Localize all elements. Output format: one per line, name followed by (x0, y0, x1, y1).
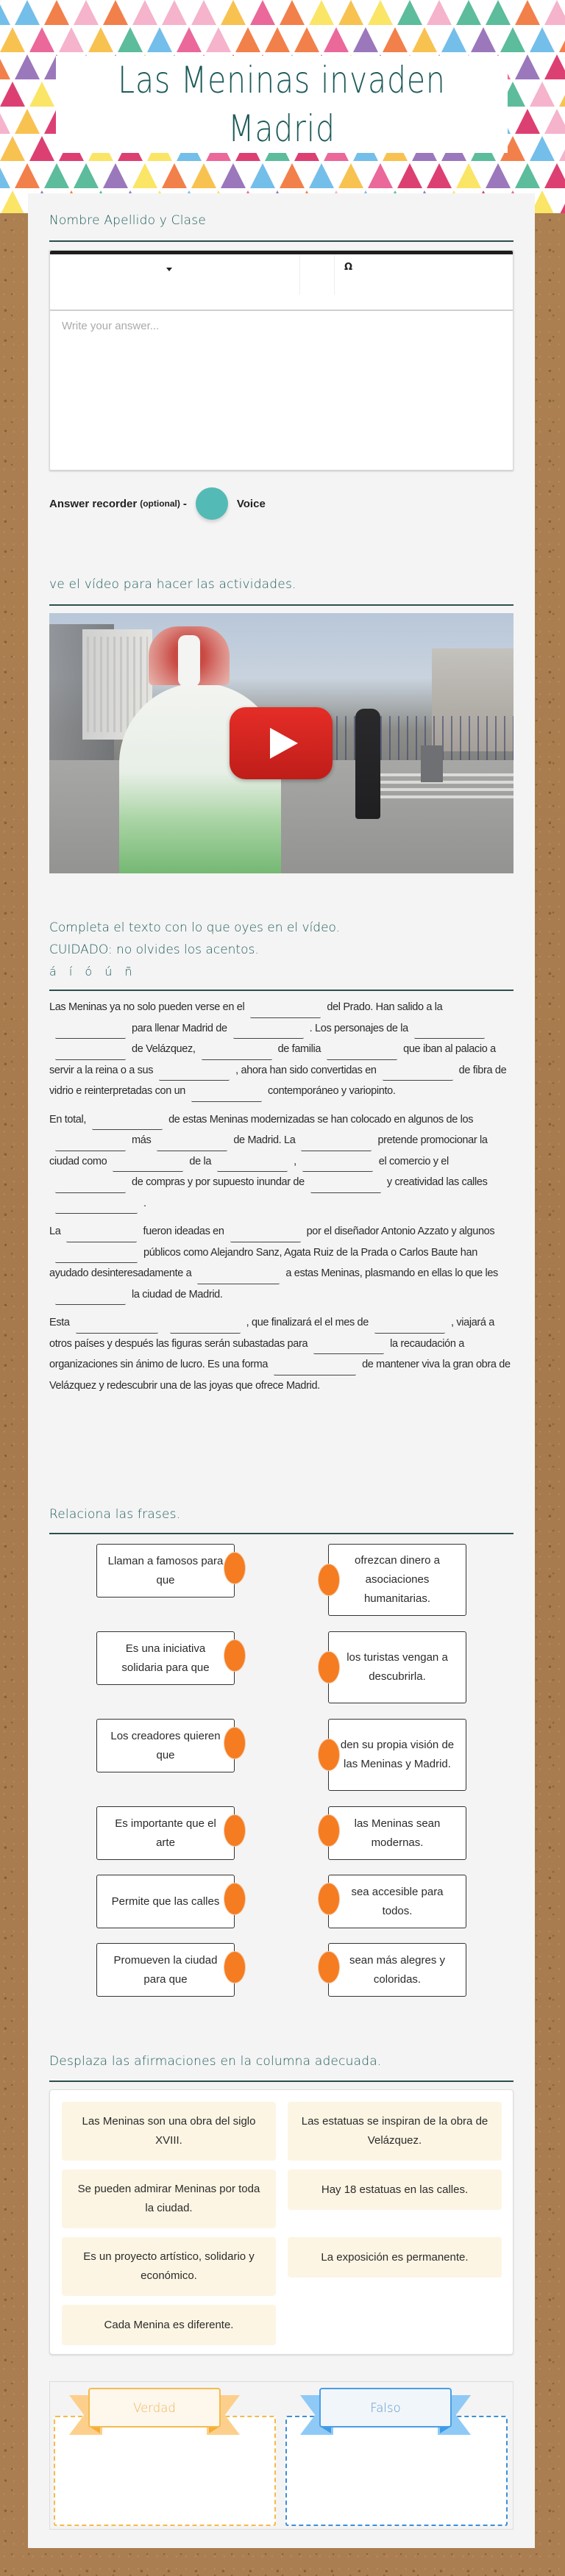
triangle-shape (265, 27, 290, 52)
recorder-dash: - (182, 497, 187, 510)
match-left-item[interactable]: Llaman a famosos para que (96, 1544, 235, 1598)
voice-label: Voice (236, 497, 266, 510)
triangle-shape (235, 27, 260, 52)
match-left-item[interactable]: Los creadores quieren que (96, 1719, 235, 1772)
triangle-shape (515, 163, 540, 188)
fill-text-segment: de compras y por supuesto inundar de (132, 1176, 305, 1188)
blank-input[interactable] (197, 1271, 280, 1284)
fill-text-segment: de fibra de vidrio e reinterpretadas con un (49, 1064, 507, 1097)
triangle-shape (397, 163, 422, 188)
video-thumbnail-statue-face (178, 635, 200, 687)
blank-input[interactable] (310, 1180, 381, 1193)
match-left-item[interactable]: Permite que las calles (96, 1875, 235, 1928)
worksheet-card (28, 193, 535, 2548)
triangle-shape (515, 0, 540, 25)
section-title-match: Relaciona las frases. (49, 1507, 181, 1522)
section-title-sort: Desplaza las afirmaciones en la columna adecuada. (49, 2054, 382, 2069)
fill-text-segment: Esta (49, 1317, 70, 1328)
blank-input[interactable] (55, 1292, 126, 1305)
recorder-optional-label: (optional) (140, 498, 180, 509)
triangle-shape (427, 163, 452, 188)
format-dropdown[interactable] (50, 254, 300, 295)
fill-text-segment: de mantener viva la gran obra de Velázquez y redescubrir una de las joyas que ofrece Madrid. (49, 1359, 511, 1392)
draggable-statement[interactable]: Se pueden admirar Meninas por toda la ciudad. (62, 2169, 276, 2228)
triangle-shape (103, 163, 128, 188)
fill-text-segment: la recaudación a organizaciones sin ánimo de lucro. Es una forma (49, 1337, 464, 1370)
triangle-shape (309, 163, 334, 188)
blank-input[interactable] (55, 1047, 126, 1060)
section-divider (49, 990, 514, 991)
triangle-shape (15, 163, 40, 188)
triangle-shape (544, 54, 565, 79)
triangle-shape (559, 190, 565, 213)
triangle-shape (15, 54, 40, 79)
triangle-shape (338, 163, 363, 188)
fill-in-text (49, 997, 514, 1403)
recorder-label: Answer recorder (49, 497, 138, 510)
blank-input[interactable] (327, 1047, 397, 1060)
triangle-shape (368, 163, 393, 188)
editor-toolbar (50, 254, 513, 311)
triangle-shape (59, 27, 84, 52)
blank-input[interactable] (55, 1180, 126, 1193)
triangle-shape (15, 109, 40, 134)
match-right-item[interactable]: los turistas vengan a descubrirla. (328, 1631, 466, 1703)
match-left-item[interactable]: Es importante que el arte (96, 1806, 235, 1860)
triangle-shape (324, 27, 349, 52)
match-connector-dot[interactable] (224, 1883, 246, 1915)
fill-text-segment: y creatividad las calles (386, 1176, 488, 1188)
special-characters-icon[interactable]: Ω (344, 262, 353, 273)
triangle-shape (515, 109, 540, 134)
triangle-shape (206, 27, 231, 52)
fill-text-segment: de Velázquez, (132, 1043, 196, 1055)
blank-input[interactable] (92, 1117, 163, 1130)
triangle-shape (353, 27, 378, 52)
blank-input[interactable] (301, 1138, 372, 1151)
header-banner (0, 0, 565, 213)
blank-input[interactable] (217, 1159, 288, 1172)
triangle-shape (44, 0, 69, 25)
blank-input[interactable] (233, 1026, 304, 1039)
blank-input[interactable] (55, 1250, 138, 1263)
pattern-row (0, 27, 565, 54)
triangle-shape (383, 27, 408, 52)
title-box (56, 56, 508, 153)
toolbar-button[interactable] (301, 254, 335, 295)
pattern-row (0, 0, 565, 26)
triangle-shape (544, 163, 565, 188)
triangle-shape (280, 0, 305, 25)
draggable-statement[interactable]: Las estatuas se inspiran de la obra de Velázquez. (288, 2102, 502, 2161)
fill-paragraph (49, 1221, 514, 1305)
match-connector-dot[interactable] (318, 1883, 340, 1915)
blank-input[interactable] (313, 1341, 384, 1354)
blank-input[interactable] (191, 1089, 262, 1102)
fill-text-segment: , viajará a otros países y después las figuras serán subastadas para (49, 1317, 495, 1350)
draggable-statements-pool (49, 2089, 514, 2355)
match-connector-dot[interactable] (318, 1651, 340, 1684)
match-right-item[interactable]: den su propia visión de las Meninas y Madrid. (328, 1719, 466, 1791)
rich-text-editor (49, 250, 514, 471)
section-divider (49, 2081, 514, 2082)
match-right-item[interactable]: las Meninas sean modernas. (328, 1806, 466, 1860)
triangle-shape (74, 0, 99, 25)
video-thumbnail-person (355, 709, 380, 819)
fill-paragraph (49, 997, 514, 1102)
triangle-shape (29, 27, 54, 52)
pattern-row (0, 163, 565, 190)
match-connector-dot[interactable] (224, 1552, 246, 1584)
youtube-play-icon[interactable] (230, 707, 333, 779)
fill-instructions (49, 917, 514, 984)
triangle-shape (544, 109, 565, 134)
triangle-shape (0, 27, 25, 52)
triangle-shape (559, 82, 565, 107)
match-left-item[interactable]: Promueven la ciudad para que (96, 1943, 235, 1997)
triangle-shape (280, 163, 305, 188)
accent-characters: á í ó ú ñ (49, 965, 137, 978)
section-title-video: ve el vídeo para hacer las actividades. (49, 577, 296, 592)
fill-text-segment: que iban al palacio a servir a la reina o a sus (49, 1043, 496, 1076)
triangle-shape (294, 27, 319, 52)
triangle-shape (530, 27, 555, 52)
draggable-statement[interactable]: La exposición es permanente. (288, 2237, 502, 2278)
blank-input[interactable] (113, 1159, 183, 1172)
caret-down-icon (166, 268, 172, 271)
match-connector-dot[interactable] (224, 1727, 246, 1759)
fill-text-segment: , (294, 1155, 296, 1167)
match-connector-dot[interactable] (224, 1639, 246, 1672)
blank-input[interactable] (159, 1067, 230, 1081)
match-right-item[interactable]: sea accesible para todos. (328, 1875, 466, 1928)
triangle-shape (118, 27, 143, 52)
fill-text-segment: fueron ideadas en (143, 1226, 224, 1237)
blank-input[interactable] (302, 1159, 373, 1172)
triangle-shape (309, 0, 334, 25)
record-voice-button[interactable] (196, 487, 228, 520)
triangle-shape (88, 27, 113, 52)
match-right-item[interactable]: sean más alegres y coloridas. (328, 1943, 466, 1997)
section-divider (49, 1533, 514, 1534)
triangle-shape (221, 163, 246, 188)
match-right-item[interactable]: ofrezcan dinero a asociaciones humanitarias. (328, 1544, 466, 1616)
instruction-warning: CUIDADO: no olvides los acentos. (49, 942, 259, 957)
triangle-shape (0, 54, 10, 79)
blank-input[interactable] (55, 1026, 126, 1039)
triangle-shape (427, 0, 452, 25)
triangle-shape (456, 163, 481, 188)
triangle-shape (544, 0, 565, 25)
triangle-shape (177, 27, 202, 52)
blank-input[interactable] (414, 1026, 485, 1039)
draggable-statement[interactable]: Es un proyecto artístico, solidario y económico. (62, 2237, 276, 2296)
triangle-shape (0, 0, 10, 25)
page-title: Las Meninas invaden Madrid (118, 59, 446, 150)
triangle-shape (515, 54, 540, 79)
triangle-shape (162, 163, 187, 188)
fill-text-segment: pretende promocionar la ciudad como (49, 1134, 488, 1167)
fill-text-segment: de estas Meninas modernizadas se han colocado en algunos de los (168, 1113, 474, 1126)
triangle-shape (132, 0, 157, 25)
blank-input[interactable] (230, 1229, 301, 1242)
section-divider (49, 240, 514, 242)
triangle-shape (221, 0, 246, 25)
answer-textarea[interactable] (50, 312, 513, 470)
fill-text-segment: públicos como Alejandro Sanz, Agata Ruiz de la Prada o Carlos Baute han ayudado desinteresadamente a (49, 1246, 477, 1279)
triangle-shape (250, 163, 275, 188)
video-thumbnail-bin (421, 745, 443, 782)
draggable-statement[interactable]: Cada Menina es diferente. (62, 2305, 276, 2345)
fill-text-segment: más (132, 1134, 152, 1146)
fill-text-segment: . (143, 1197, 146, 1209)
blank-input[interactable] (76, 1320, 158, 1334)
blank-input[interactable] (55, 1201, 138, 1214)
match-connector-dot[interactable] (318, 1814, 340, 1847)
triangle-shape (530, 82, 555, 107)
triangle-shape (368, 0, 393, 25)
triangle-shape (15, 0, 40, 25)
fill-text-segment: por el diseñador Antonio Azzato y algunos (306, 1226, 495, 1237)
fill-text-segment: de Madrid. La (233, 1134, 296, 1146)
blank-input[interactable] (170, 1320, 241, 1334)
triangle-shape (147, 27, 172, 52)
fill-text-segment: . Los personajes de la (309, 1022, 408, 1034)
fill-text-segment: el comercio y el (378, 1155, 449, 1167)
triangle-shape (191, 0, 216, 25)
triangle-shape (132, 163, 157, 188)
blank-input[interactable] (374, 1320, 445, 1334)
ribbon-falso (319, 2388, 452, 2430)
triangle-shape (191, 163, 216, 188)
blank-input[interactable] (274, 1362, 356, 1375)
triangle-shape (441, 27, 466, 52)
triangle-shape (44, 163, 69, 188)
triangle-shape (0, 190, 25, 213)
fill-text-segment: a estas Meninas, plasmando en ellas lo que les (285, 1267, 498, 1279)
triangle-shape (0, 109, 10, 134)
fill-paragraph (49, 1109, 514, 1214)
column-label-verdad: Verdad (88, 2388, 221, 2427)
column-label-falso: Falso (319, 2388, 452, 2427)
fill-text-segment: , que finalizará el el mes de (246, 1317, 369, 1328)
blank-input[interactable] (157, 1138, 227, 1151)
fill-text-segment: contemporáneo y variopinto. (268, 1085, 396, 1097)
triangle-shape (29, 136, 54, 161)
instruction-line: Completa el texto con lo que oyes en el vídeo. (49, 920, 341, 935)
ribbon-verdad (88, 2388, 221, 2430)
match-left-item[interactable]: Es una iniciativa solidaria para que (96, 1631, 235, 1685)
sort-columns (49, 2381, 514, 2530)
answer-recorder (49, 487, 266, 520)
triangle-shape (162, 0, 187, 25)
fill-text-segment: , ahora han sido convertidas en (235, 1064, 377, 1076)
fill-text-segment: la ciudad de Madrid. (132, 1288, 223, 1300)
blank-input[interactable] (250, 1005, 321, 1018)
fill-text-segment: para llenar Madrid de (132, 1022, 227, 1034)
match-connector-dot[interactable] (224, 1951, 246, 1983)
section-title-name: Nombre Apellido y Clase (49, 213, 206, 228)
triangle-shape (412, 27, 437, 52)
match-connector-dot[interactable] (318, 1951, 340, 1983)
triangle-shape (338, 0, 363, 25)
triangle-shape (397, 0, 422, 25)
fill-text-segment: de familia (277, 1043, 321, 1055)
triangle-shape (250, 0, 275, 25)
triangle-shape (103, 0, 128, 25)
fill-paragraph (49, 1312, 514, 1396)
fill-text-segment: del Prado. Han salido a la (327, 1001, 443, 1013)
match-connector-dot[interactable] (318, 1564, 340, 1596)
triangle-shape (486, 163, 511, 188)
section-divider (49, 604, 514, 606)
match-connector-dot[interactable] (318, 1739, 340, 1771)
triangle-shape (0, 136, 25, 161)
blank-input[interactable] (66, 1229, 137, 1242)
triangle-shape (29, 82, 54, 107)
match-connector-dot[interactable] (224, 1814, 246, 1847)
fill-text-segment: Las Meninas ya no solo pueden verse en el (49, 1001, 245, 1013)
video-player[interactable] (49, 613, 514, 873)
draggable-statement[interactable]: Hay 18 estatuas en las calles. (288, 2169, 502, 2210)
blank-input[interactable] (202, 1047, 272, 1060)
fill-text-segment: de la (189, 1155, 212, 1167)
triangle-shape (456, 0, 481, 25)
triangle-shape (74, 163, 99, 188)
draggable-statement[interactable]: Las Meninas son una obra del siglo XVIII. (62, 2102, 276, 2161)
triangle-shape (0, 163, 10, 188)
triangle-shape (486, 0, 511, 25)
triangle-shape (559, 136, 565, 161)
triangle-shape (0, 82, 25, 107)
triangle-shape (530, 136, 555, 161)
fill-text-segment: La (49, 1226, 61, 1237)
blank-input[interactable] (55, 1138, 126, 1151)
triangle-shape (471, 27, 496, 52)
triangle-shape (500, 27, 525, 52)
fill-text-segment: En total, (49, 1113, 87, 1126)
blank-input[interactable] (383, 1067, 453, 1081)
triangle-shape (559, 27, 565, 52)
